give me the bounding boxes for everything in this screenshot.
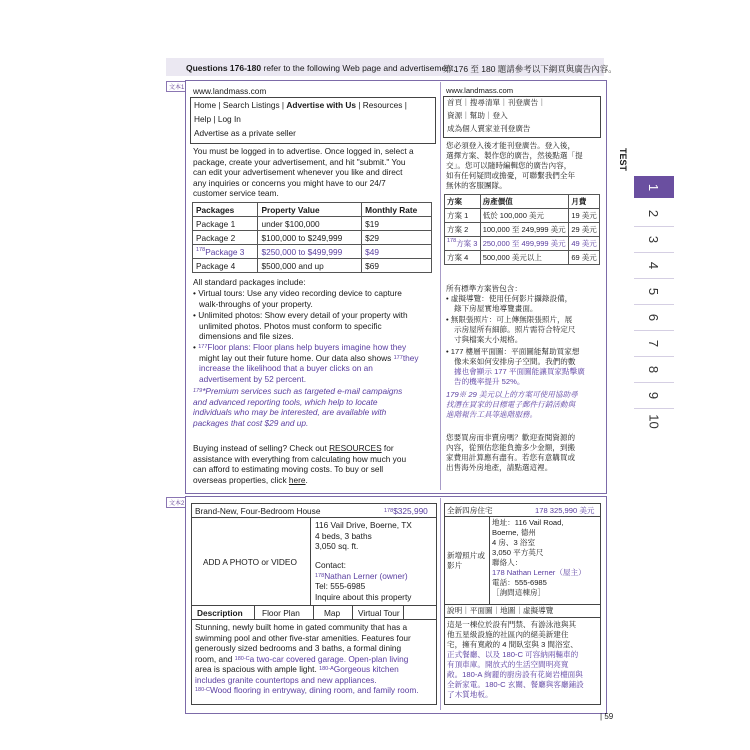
section-tag-1: 文本1 [166, 81, 187, 92]
table-row: 方案 4 500,000 美元以上 69 美元 [445, 251, 600, 265]
web-nav: Home | Search Listings | Advertise with Us | Resources | [194, 100, 407, 110]
tab-test-5[interactable]: 5 [646, 287, 662, 295]
tab-test-6[interactable]: 6 [646, 313, 662, 321]
web-intro: You must be logged in to advertise. Once logged in, select a package, create your advertisement, and hit "submit." You can edit your advertisement whenever you like and direct any inquiries or concerns you might have to our 24/7 customer service team. [193, 146, 414, 198]
web-url: www.landmass.com [193, 86, 267, 96]
table-row: Package 2 $100,000 to $249,999 $29 [193, 231, 432, 245]
packages-table-zh: 方案 房產價值 月費 方案 1 低於 100,000 美元 19 美元 方案 2 100,000 至 249,999 美元 29 美元 $^{178}$方案 3 250,000 至 499,999 美元 49 美元 方案 4 500,000 美元以上 69 美元 [444, 194, 600, 265]
table-row: 方案 1 低於 100,000 美元 19 美元 [445, 209, 600, 223]
table-row: Package 1 under $100,000 $19 [193, 217, 432, 231]
tab-test-7[interactable]: 7 [646, 339, 662, 347]
table-row: 方案 2 100,000 至 249,999 美元 29 美元 [445, 223, 600, 237]
web-zh-intro: 您必須登入後才能刊登廣告。登入後， 選擇方案、製作您的廣告，然後點選「提 交」。您可以隨時編輯您的廣告內容， 如有任何疑問或擔憂，可聯繫我們全年 無休的客服團隊。 [446, 141, 583, 190]
th-value: Property Value [258, 203, 362, 217]
add-photo-video-button[interactable]: ADD A PHOTO or VIDEO [203, 557, 297, 567]
web-zh-nav: 首頁｜搜尋清單｜刊登廣告｜ [447, 98, 546, 107]
tab-test-1[interactable]: 1 [634, 176, 674, 198]
column-divider [440, 82, 441, 490]
web-zh-subtitle: 成為個人賣家並刊登廣告 [447, 124, 531, 133]
here-link[interactable]: here [288, 474, 306, 485]
tab-test-2[interactable]: 2 [646, 209, 662, 217]
header-english: Questions 176-180 refer to the following Web page and advertisement. [186, 63, 456, 73]
table-row: $^{178}$方案 3 250,000 至 499,999 美元 49 美元 [445, 237, 600, 251]
web-nav-2: Help | Log In [194, 114, 241, 124]
th-rate: Monthly Rate [362, 203, 432, 217]
bullet-zh-1: • 虛擬導覽：使用任何影片攝錄設備， 錄下房屋實地導覽畫面。 [446, 294, 573, 313]
ad-price: $^{178}$\$325,990 [384, 506, 428, 516]
bullet-zh-2: • 無限張照片：可上傳無限張照片，展 示房屋所有細節。照片需符合特定尺 寸與檔案大小規格。 [446, 315, 576, 344]
header-chinese: 第 176 至 180 題請參考以下網頁與廣告內容。 [443, 64, 617, 74]
ad-zh-photo[interactable]: 新增照片或 影片 [447, 551, 485, 570]
ad-title: Brand-New, Four-Bedroom House [195, 506, 321, 516]
premium-zh: 179※ 29 美元以上的方案可使用協助尋 找潛在買家的目標電子郵件行銷活動與 進階報告工具等進階服務。 [446, 390, 578, 419]
tab-description[interactable]: Description [197, 608, 243, 618]
tab-test-9[interactable]: 9 [646, 391, 662, 399]
tab-virtual-tour[interactable]: Virtual Tour [358, 608, 400, 618]
premium-services-note: $^{179}$*Premium services such as targeted e-mail campaigns and advanced reporting tools, which help to locate individuals who may be interested, are available with packages that cost $29 and up. [193, 386, 403, 428]
ad-zh-title: 全新四房住宅 [447, 506, 493, 515]
ad-address: 116 Vail Drive, Boerne, TX 4 beds, 3 baths 3,050 sq. ft. [315, 520, 412, 551]
bullet-floor-plans: • $^{177}$Floor plans: Floor plans help buyers imagine how they might lay out their future home. Our data also shows $^{177}$they increase the likelihood that a buyer clicks on an advertisement by 52 percent. [193, 342, 419, 384]
bullet-zh-3: • 177 樓層平面圖：平面圖能幫助買家想 像未來如何安排房子空間。我們的數 據也會顯示 177 平面圖能讓買家點擊廣 告的機率提升 52%。 [446, 347, 585, 386]
ad-zh-tabs[interactable]: 說明｜平面圖｜地圖｜虛擬導覽 [447, 606, 554, 615]
tab-test-8[interactable]: 8 [646, 365, 662, 373]
resources-link[interactable]: RESOURCES [329, 443, 382, 453]
section-tag-2: 文本2 [166, 497, 187, 508]
tab-floor-plan[interactable]: Floor Plan [262, 608, 300, 618]
web-zh-url: www.landmass.com [446, 86, 514, 95]
tab-map[interactable]: Map [324, 608, 341, 618]
ad-zh-price: 178 325,990 美元 [535, 506, 595, 515]
web-subtitle: Advertise as a private seller [194, 128, 296, 138]
page-number: | 59 [600, 712, 614, 721]
tab-test-10[interactable]: 10 [646, 413, 662, 429]
tab-test-4[interactable]: 4 [646, 261, 662, 269]
ad-zh-description: 這是一棟位於設有門禁、有游泳池與其 他五星級設施的社區內的絕美新建住 宅，擁有寬敞的 4 間臥室與 3 間浴室、 正式餐廳、以及 180-C 可容納兩輛車的 有頂車庫。開放式的生活空間明亮寬 敞。180-A 絢麗的廚房設有花崗岩檯面與 全新家電。180-C 玄關、餐廳與客廳鋪設 了木質地板。 [447, 620, 584, 699]
includes-label-zh: 所有標準方案皆包含： [446, 284, 522, 293]
tab-test-3[interactable]: 3 [646, 235, 662, 243]
inquire-link[interactable]: Inquire about this property [315, 591, 412, 602]
table-row: Package 4 $500,000 and up $69 [193, 259, 432, 273]
includes-label: All standard packages include: [193, 277, 306, 287]
th-packages: Packages [193, 203, 258, 217]
ad-contact: Contact: $^{178}$Nathan Lerner (owner) Tel: 555-6985 Inquire about this property [315, 560, 412, 602]
ad-description: Stunning, newly built home in gated community that has a swimming pool and other five-star amenities. Features four generously sized bedrooms and 3 baths, a formal dining room, and $^{180-C}$a two-car covered garage. Open-plan living area is spacious with ample light. $^{180-A}$Gorgeous kitchen includes granite countertops and new appliances. $^{180-C}$Wood flooring in entryway, dining room, and family room. [195, 622, 419, 695]
web-zh-nav-2: 資源｜幫助｜登入 [447, 111, 508, 120]
buying-paragraph: Buying instead of selling? Check out RESOURCES for assistance with everything from calculating how much you can afford to estimating moving costs. To buy or sell overseas properties, click here. [193, 443, 407, 485]
bullet-virtual-tours: • Virtual tours: Use any video recording device to capture walk-throughs of your property. [193, 288, 402, 309]
buying-zh: 您要買房而非賣房嗎？歡迎查閱資源的 內容，從預估您能負擔多少金額，到搬 家費用計算應有盡有。若您有意購買或 出售海外房地產，請點選這裡。 [446, 433, 576, 472]
packages-table [192, 202, 432, 273]
table-row: $^{178}$Package 3 $250,000 to $499,999 $49 [193, 245, 432, 259]
bullet-unlimited-photos: • Unlimited photos: Show every detail of your property with unlimited photos. Photos must conform to specific dimensions and file sizes. [193, 310, 408, 341]
ad-zh-info: 地址：116 Vail Road, Boerne, 德州 4 房、3 浴室 3,050 平方英尺 聯絡人： 178 Nathan Lerner（屋主） 電話：555-6985 ［詢問這棟房］ [492, 518, 586, 597]
test-label: TEST [618, 148, 628, 172]
column-divider-2 [440, 498, 441, 710]
